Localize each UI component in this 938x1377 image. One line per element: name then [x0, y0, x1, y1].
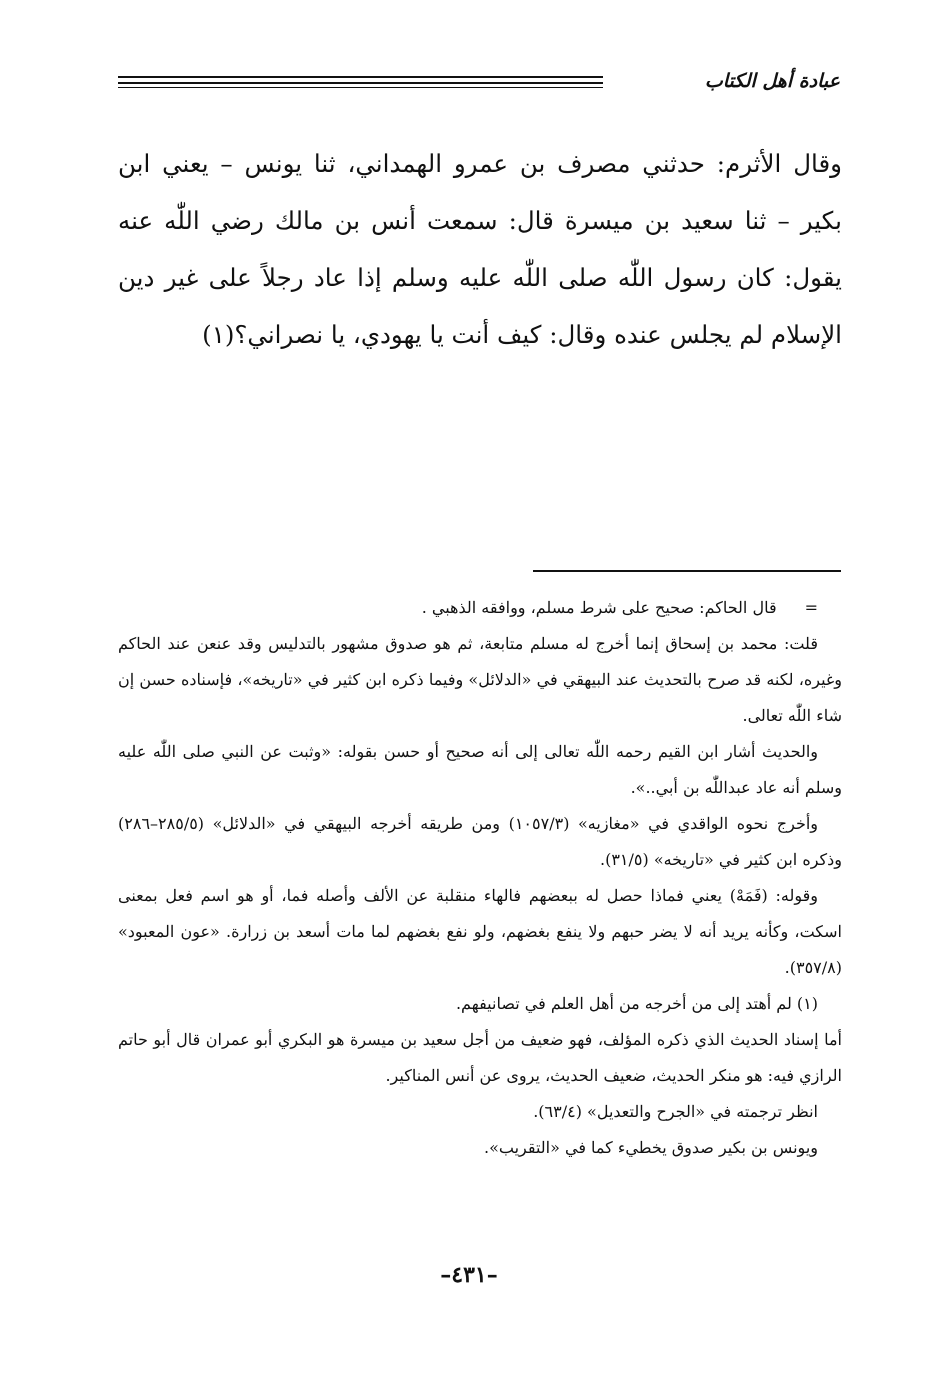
page-number: –٤٣١– [440, 1262, 498, 1288]
footnote-line: والحديث أشار ابن القيم رحمه اللّٰه تعالى إلى أنه صحيح أو حسن بقوله: «وثبت عن النبي صلى اللّٰه عليه وسلم أنه عاد عبداللّٰه بن أبي..». [118, 742, 842, 797]
header-title: عبادة أهل الكتاب [704, 70, 840, 92]
footnote-line: أما إسناد الحديث الذي ذكره المؤلف، فهو ضعيف من أجل سعيد بن ميسرة هو البكري أبو عمران قال أبو حاتم الرازي فيه: هو منكر الحديث، ضعيف الحديث، يروى عن أنس المناكير. [118, 1030, 842, 1085]
header-rule [118, 76, 603, 88]
footnote-line: انظر ترجمته في «الجرح والتعديل» (٦٣/٤). [533, 1102, 818, 1121]
header-rule-line [118, 87, 603, 88]
header-rule-line [118, 76, 603, 78]
footnote-text: قال الحاكم: صحيح على شرط مسلم، ووافقه الذهبي . [421, 598, 777, 617]
footnote-line: قلت: محمد بن إسحاق إنما أخرج له مسلم متابعة، ثم هو صدوق مشهور بالتدليس وقد عنعن عند الحاكم وغيره، لكنه قد صرح بالتحديث عند البيهقي في «الدلائل» وفيما ذكره ابن كثير في «تاريخه»، فإسناده حسن إن شاء اللّٰه تعالى. [118, 634, 842, 725]
footnote-separator [533, 570, 841, 572]
running-header [118, 66, 840, 106]
footnote-line: ويونس بن بكير صدوق يخطيء كما في «التقريب». [484, 1138, 818, 1157]
continuation-mark: = [804, 598, 818, 617]
main-text [118, 135, 842, 363]
footnote-line: (١) لم أهتد إلى من أخرجه من أهل العلم في تصانيفهم. [455, 994, 818, 1013]
footnote-line: وأخرج نحوه الواقدي في «مغازيه» (١٠٥٧/٣) ومن طريقه أخرجه البيهقي في «الدلائل» (٢٨٥/٥–٢٨٦) وذكره ابن كثير في «تاريخه» (٣١/٥). [118, 814, 842, 869]
footnote-line [118, 590, 842, 626]
header-rule-line [118, 82, 603, 84]
main-paragraph: وقال الأثرم: حدثني مصرف بن عمرو الهمداني، ثنا يونس – يعني ابن بكير – ثنا سعيد بن ميسرة قال: سمعت أنس بن مالك رضي اللّٰه عنه يقول: كان رسول اللّٰه صلى اللّٰه عليه وسلم إذا عاد رجلاً على غير دين الإسلام لم يجلس عنده وقال: كيف أنت يا يهودي، يا نصراني؟(١) [118, 149, 842, 349]
footnotes [118, 590, 842, 1166]
footnote-line: وقوله: (فَمَهْ) يعني فماذا حصل له ببعضهم فالهاء منقلبة عن الألف وأصله فما، أو هو اسم فعل بمعنى اسكت، وكأنه يريد أنه لا يضر حبهم ولا ينفع بغضهم، ولو نفع بغضهم لما مات أسعد بن زرارة. «عون المعبود» (٣٥٧/٨). [118, 886, 842, 977]
